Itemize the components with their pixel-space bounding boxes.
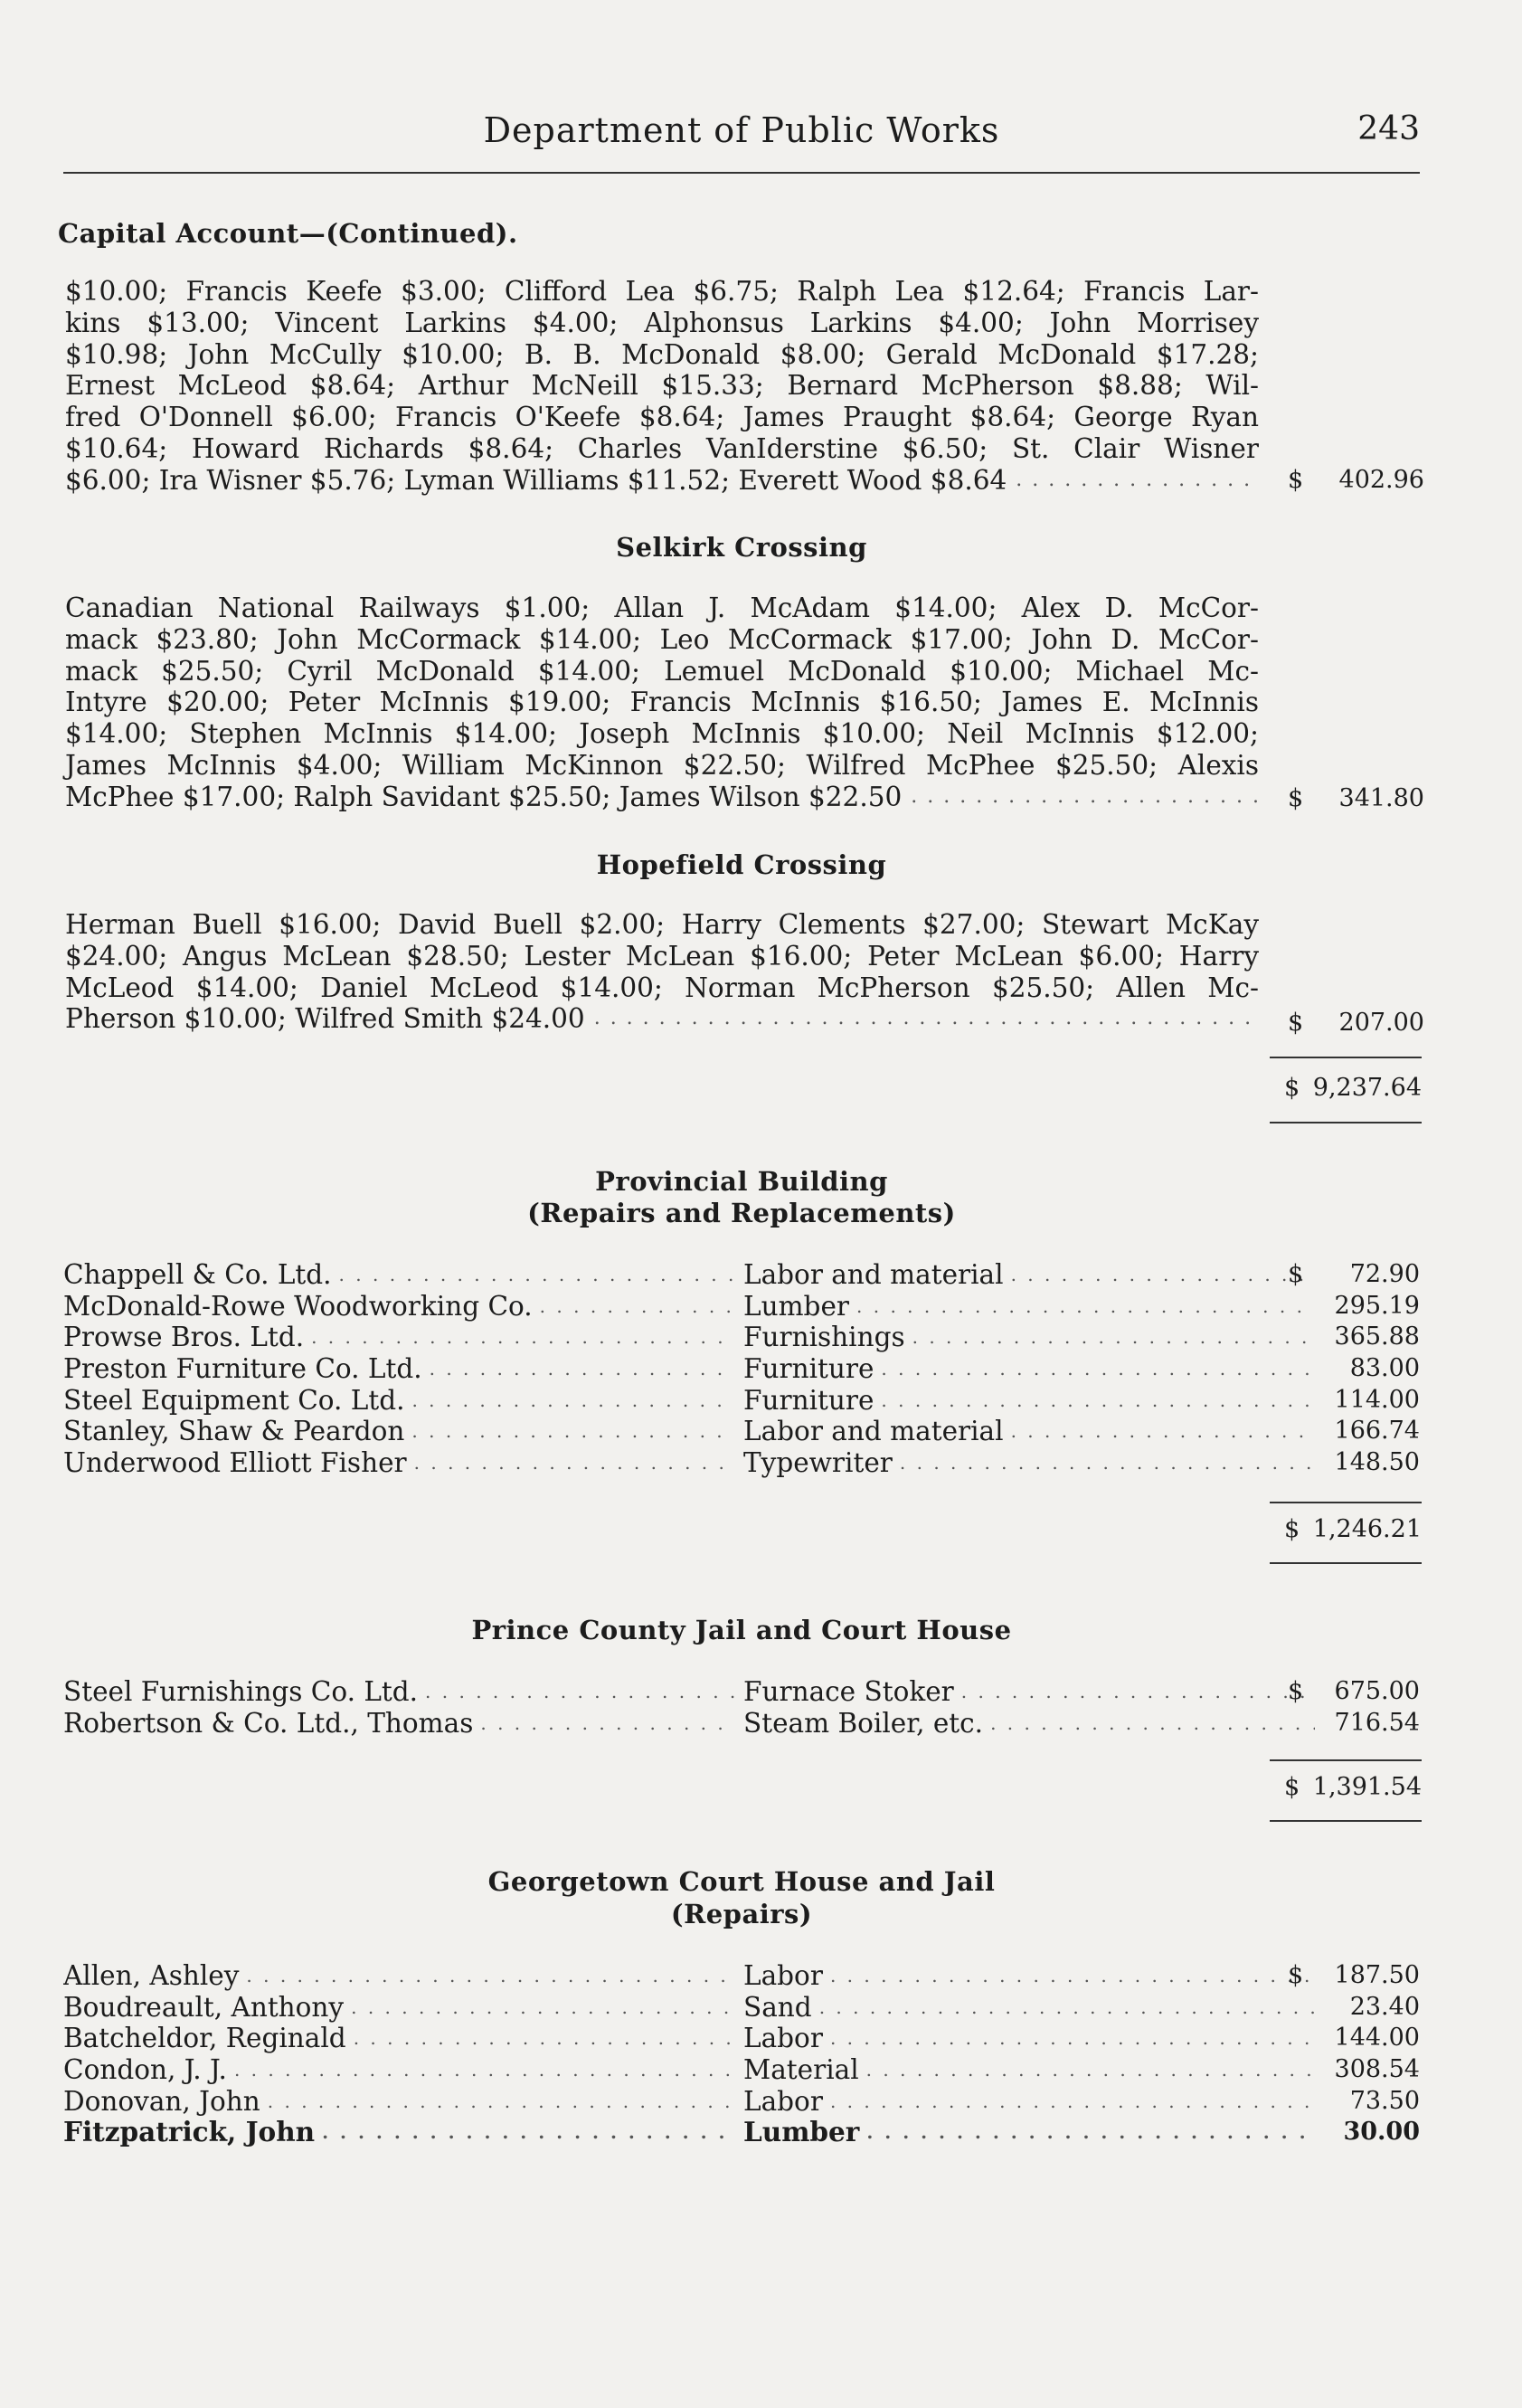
dot-leader [414, 1447, 734, 1479]
total-rule [1270, 1057, 1422, 1058]
item-cell [743, 2117, 1322, 2148]
item-name: Sand [743, 1991, 812, 2023]
currency-symbol: $ [1284, 1515, 1300, 1543]
table-row [63, 1385, 1420, 1417]
paragraph-line: $10.98; John McCully $10.00; B. B. McDonald $8.00; Gerald McDonald $17.28; [65, 338, 1259, 370]
amount-cell: 148.50 [1334, 1448, 1420, 1477]
table-row [63, 2117, 1420, 2148]
dot-leader [866, 2117, 1315, 2148]
vendor-name: Condon, J. J. [63, 2054, 227, 2086]
item-cell [743, 1708, 1322, 1740]
dot-leader [540, 1291, 734, 1323]
item-name: Labor [743, 1960, 823, 1991]
table-row [63, 1992, 1420, 2024]
item-cell [743, 1960, 1322, 1992]
vendor-cell [63, 1960, 742, 1992]
dot-leader [881, 1353, 1315, 1385]
paragraph-line: mack $25.50; Cyril McDonald $14.00; Lemuel McDonald $10.00; Michael Mc- [65, 655, 1259, 687]
dot-leader [311, 1322, 734, 1353]
item-name: Furnishings [743, 1322, 905, 1353]
item-cell [743, 1676, 1322, 1708]
item-cell [743, 1416, 1322, 1447]
total-rule [1270, 1502, 1422, 1503]
vendor-cell [63, 1322, 742, 1353]
vendor-name: Prowse Bros. Ltd. [63, 1322, 305, 1353]
dot-leader [594, 1003, 1259, 1035]
table-row [63, 1416, 1420, 1447]
table-row [63, 1676, 1420, 1708]
table-row [63, 1708, 1420, 1740]
section-subheading-georgetown: (Repairs) [670, 1899, 813, 1929]
paragraph-line: Canadian National Railways $1.00; Allan J. McAdam $14.00; Alex D. McCor- [65, 593, 1259, 623]
dot-leader [881, 1385, 1315, 1417]
page-number: 243 [1357, 110, 1420, 147]
currency-symbol: $ [1288, 1009, 1304, 1037]
table-row [63, 2023, 1420, 2054]
item-name: Labor and material [743, 1416, 1004, 1447]
table-row [63, 2086, 1420, 2118]
total-rule [1270, 1759, 1422, 1761]
paragraph-line [65, 782, 1259, 813]
table-row [63, 1291, 1420, 1323]
item-cell [743, 1992, 1322, 2024]
paragraph-line: $24.00; Angus McLean $28.50; Lester McLean $16.00; Peter McLean $6.00; Harry [65, 940, 1259, 972]
dot-leader [430, 1353, 734, 1385]
table-row [63, 1353, 1420, 1385]
paragraph-line [65, 465, 1259, 497]
paragraph-line: mack $23.80; John McCormack $14.00; Leo McCormack $17.00; John D. McCor- [65, 623, 1259, 655]
section-heading-prince: Prince County Jail and Court House [471, 1615, 1012, 1645]
vendor-cell [63, 1416, 742, 1447]
currency-symbol: $ [1288, 1260, 1304, 1288]
vendor-name: McDonald-Rowe Woodworking Co. [63, 1290, 533, 1322]
item-cell [743, 1385, 1322, 1417]
dot-leader [351, 1992, 734, 2024]
paragraph-line: fred O'Donnell $6.00; Francis O'Keefe $8.64; James Praught $8.64; George Ryan [65, 402, 1259, 433]
total-rule [1270, 1122, 1422, 1123]
dot-leader [425, 1676, 734, 1708]
dot-leader [866, 2054, 1315, 2086]
provincial-table [63, 1259, 1420, 1479]
item-name: Steam Boiler, etc. [743, 1707, 984, 1739]
dot-leader [830, 2086, 1315, 2118]
dot-leader [480, 1708, 734, 1740]
vendor-name: Preston Furniture Co. Ltd. [63, 1353, 422, 1385]
amount-cell: 30.00 [1343, 2118, 1420, 2147]
vendor-name: Chappell & Co. Ltd. [63, 1259, 332, 1290]
capital-total-value: 9,237.64 [1312, 1074, 1422, 1102]
item-name: Lumber [743, 2117, 860, 2148]
prince-table [63, 1676, 1420, 1739]
item-cell [743, 2054, 1322, 2086]
section-heading-provincial: Provincial Building [595, 1166, 888, 1197]
vendor-name: Steel Furnishings Co. Ltd. [63, 1676, 419, 1707]
amount-cell: 295.19 [1334, 1291, 1420, 1320]
item-cell [743, 2086, 1322, 2118]
paragraph-line: McLeod $14.00; Daniel McLeod $14.00; Norman McPherson $25.50; Allen Mc- [65, 972, 1259, 1003]
currency-symbol: $ [1288, 466, 1304, 494]
section-heading-georgetown: Georgetown Court House and Jail [487, 1866, 996, 1897]
vendor-cell [63, 1992, 742, 2024]
total-rule [1270, 1562, 1422, 1564]
dot-leader [900, 1447, 1315, 1479]
paragraph-line-text: Pherson $10.00; Wilfred Smith $24.00 [65, 1003, 585, 1035]
section-subheading-provincial: (Repairs and Replacements) [527, 1198, 956, 1228]
currency-symbol: $ [1288, 784, 1304, 812]
vendor-name: Stanley, Shaw & Peardon [63, 1416, 405, 1447]
amount-cell: 23.40 [1349, 1992, 1420, 2021]
dot-leader [912, 1322, 1315, 1353]
vendor-cell [63, 1291, 742, 1323]
paragraph-line-text: $6.00; Ira Wisner $5.76; Lyman Williams $11.52; Everett Wood $8.64 [65, 464, 1007, 496]
georgetown-table [63, 1960, 1420, 2148]
dot-leader [246, 1960, 734, 1992]
item-name: Furnace Stoker [743, 1676, 954, 1707]
paragraph-line: $10.00; Francis Keefe $3.00; Clifford Lea $6.75; Ralph Lea $12.64; Francis Lar- [65, 276, 1259, 307]
dot-leader [339, 1259, 734, 1291]
vendor-name: Fitzpatrick, John [63, 2117, 316, 2148]
vendor-cell [63, 1385, 742, 1417]
vendor-name: Steel Equipment Co. Ltd. [63, 1384, 405, 1416]
item-cell [743, 1447, 1322, 1479]
dot-leader [268, 2086, 734, 2118]
item-cell [743, 2023, 1322, 2054]
paragraph-line: $14.00; Stephen McInnis $14.00; Joseph McInnis $10.00; Neil McInnis $12.00; [65, 718, 1259, 750]
hopefield-paragraph [65, 909, 1259, 1035]
paragraph-line [65, 1003, 1259, 1035]
amount-cell: 114.00 [1334, 1385, 1420, 1414]
vendor-name: Boudreault, Anthony [63, 1991, 345, 2023]
amount-cell: 308.54 [1334, 2055, 1420, 2084]
dot-leader [911, 782, 1259, 813]
total-rule [1270, 1820, 1422, 1822]
paragraph-line: $10.64; Howard Richards $8.64; Charles VanIderstine $6.50; St. Clair Wisner [65, 432, 1259, 464]
vendor-cell [63, 1447, 742, 1479]
currency-symbol: $ [1284, 1773, 1300, 1801]
item-name: Furniture [743, 1353, 874, 1385]
paragraph-line: Ernest McLeod $8.64; Arthur McNeill $15.33; Bernard McPherson $8.88; Wil- [65, 370, 1259, 402]
paragraph-line-text: McPhee $17.00; Ralph Savidant $25.50; James Wilson $22.50 [65, 781, 903, 812]
amount-cell: 73.50 [1349, 2086, 1420, 2115]
paragraph-line: Herman Buell $16.00; David Buell $2.00; Harry Clements $27.00; Stewart McKay [65, 909, 1259, 940]
table-row [63, 1259, 1420, 1291]
prince-total-value: 1,391.54 [1312, 1773, 1422, 1801]
currency-symbol: $ [1284, 1074, 1300, 1102]
item-name: Lumber [743, 1290, 850, 1322]
amount-cell: 166.74 [1334, 1417, 1420, 1446]
dot-leader [1016, 465, 1259, 497]
selkirk-paragraph [65, 593, 1259, 813]
table-row [63, 1322, 1420, 1353]
vendor-name: Allen, Ashley [63, 1960, 240, 1991]
capital-amount: 402.96 [1338, 466, 1424, 494]
item-cell [743, 1353, 1322, 1385]
currency-symbol: $ [1288, 1961, 1304, 1989]
provincial-total-value: 1,246.21 [1312, 1515, 1422, 1543]
currency-symbol: $ [1288, 1677, 1304, 1705]
item-name: Labor [743, 2085, 823, 2117]
dot-leader [819, 1992, 1315, 2024]
dot-leader [234, 2054, 734, 2086]
dot-leader [830, 2023, 1315, 2054]
amount-cell: 72.90 [1349, 1260, 1420, 1288]
section-heading-selkirk: Selkirk Crossing [616, 532, 867, 563]
item-name: Typewriter [743, 1447, 893, 1479]
vendor-cell [63, 1353, 742, 1385]
item-name: Furniture [743, 1384, 874, 1416]
vendor-name: Donovan, John [63, 2085, 260, 2117]
amount-cell: 187.50 [1334, 1961, 1420, 1989]
paragraph-line: kins $13.00; Vincent Larkins $4.00; Alphonsus Larkins $4.00; John Morrisey [65, 307, 1259, 338]
item-name: Labor and material [743, 1259, 1004, 1290]
hopefield-amount: 207.00 [1338, 1009, 1424, 1037]
vendor-cell [63, 1259, 742, 1291]
vendor-cell [63, 2023, 742, 2054]
page-header [63, 110, 1420, 165]
dot-leader [322, 2117, 734, 2148]
item-cell [743, 1291, 1322, 1323]
vendor-cell [63, 1676, 742, 1708]
amount-cell: 83.00 [1349, 1354, 1420, 1383]
paragraph-line: James McInnis $4.00; William McKinnon $22.50; Wilfred McPhee $25.50; Alexis [65, 749, 1259, 781]
dot-leader [411, 1416, 734, 1447]
vendor-cell [63, 2054, 742, 2086]
amount-cell: 144.00 [1334, 2024, 1420, 2052]
paragraph-line: Intyre $20.00; Peter McInnis $19.00; Francis McInnis $16.50; James E. McInnis [65, 687, 1259, 718]
vendor-name: Batcheldor, Reginald [63, 2023, 346, 2054]
dot-leader [354, 2023, 734, 2054]
item-name: Labor [743, 2023, 823, 2054]
dot-leader [830, 1960, 1315, 1992]
item-cell [743, 1322, 1322, 1353]
table-row [63, 1960, 1420, 1992]
capital-paragraph [65, 276, 1259, 497]
amount-cell: 716.54 [1334, 1708, 1420, 1737]
amount-cell: 675.00 [1334, 1677, 1420, 1705]
item-cell [743, 1259, 1322, 1291]
dot-leader [411, 1385, 734, 1417]
vendor-name: Robertson & Co. Ltd., Thomas [63, 1707, 474, 1739]
selkirk-amount: 341.80 [1338, 784, 1424, 812]
item-name: Material [743, 2054, 859, 2086]
page-title: Department of Public Works [483, 110, 1000, 150]
section-heading-capital: Capital Account—(Continued). [58, 218, 518, 249]
dot-leader [961, 1676, 1315, 1708]
vendor-name: Underwood Elliott Fisher [63, 1447, 407, 1479]
table-row [63, 1447, 1420, 1479]
dot-leader [856, 1291, 1315, 1323]
vendor-cell [63, 1708, 742, 1740]
vendor-cell [63, 2086, 742, 2118]
header-rule [63, 172, 1420, 174]
section-heading-hopefield: Hopefield Crossing [596, 849, 887, 880]
vendor-cell [63, 2117, 742, 2148]
table-row [63, 2054, 1420, 2086]
amount-cell: 365.88 [1334, 1323, 1420, 1351]
